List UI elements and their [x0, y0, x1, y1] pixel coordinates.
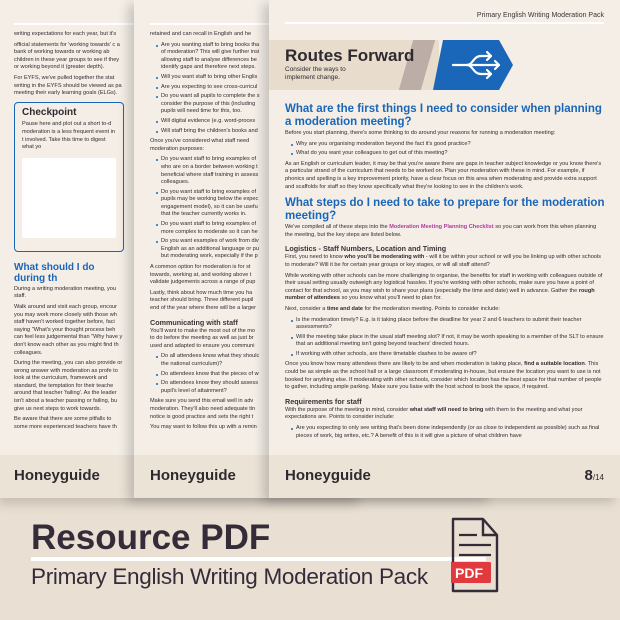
list-item: Will the meeting take place in the usual staff meeting slot? If not, it may be worth speaking to a member of the SLT to ensure that an additional meeting isn't going beyond teachers' directed hours.: [291, 334, 605, 349]
page-content: [285, 97, 605, 443]
bold-text: rough number of attendees: [285, 287, 595, 302]
pdf-badge-label: PDF: [455, 565, 483, 581]
paragraph: A common option for moderation is for st towards, working at, and working above t validate judgements across a range of pup: [150, 264, 256, 286]
page-content: [150, 31, 260, 435]
list-item: Do you want staff to bring examples of pupils may be working below the expec engagement model), so it can be usefu that the teacher currently works in.: [156, 189, 260, 219]
list-item: Do you want examples of work from div English as an additional language or pu but moderating work, especially if the p: [156, 238, 260, 261]
brand-logo: Honeyguide: [285, 467, 371, 484]
text-run: for the moderation meeting. Points to consider include:: [363, 305, 500, 312]
text-run: with them to the meeting and what your expectations are. Points to consider include:: [285, 406, 583, 421]
paragraph: Make sure you send this email well in adv moderation. They'll also need adequate tin notice is good practice and sets the right t: [150, 398, 256, 420]
text-run: With the purpose of the meeting in mind, consider: [285, 406, 410, 413]
header-rule: [285, 22, 604, 24]
bullet-list: [156, 156, 260, 261]
title-underline: [31, 557, 486, 561]
bold-text: time and date: [326, 305, 364, 312]
list-item: Why are you organising moderation beyond the fact it's good practice?: [291, 141, 605, 149]
text-run: so you can work from this when planning the meeting, but the key steps are listed below.: [285, 224, 597, 238]
subheading: Logistics - Staff Numbers, Location and Timing: [285, 244, 447, 254]
list-item: Will you want staff to bring other Englis: [156, 74, 260, 82]
list-item: Do you want staff to bring examples of more complex to moderate so it can he: [156, 221, 260, 236]
text-run: We've compiled all of these steps into the: [285, 224, 390, 231]
paragraph: [285, 361, 605, 391]
paragraph: Be aware that there are some pitfalls to some more experienced teachers have th: [14, 416, 117, 430]
list-item: Do all attendees know what they shoulc the national curriculum)?: [156, 353, 260, 368]
list-item: What do you want your colleagues to get out of this meeting?: [291, 150, 605, 158]
list-item: Do attendees know that the pieces of w: [156, 371, 260, 379]
product-caption: [0, 500, 620, 620]
checkpoint-title: Checkpoint: [22, 106, 77, 118]
text-run: Once you know how many attendees there are likely to be and when moderation is taking place,: [285, 361, 525, 368]
subheading: Requirements for staff: [285, 396, 362, 406]
page-content: [14, 31, 124, 434]
paragraph: [285, 407, 605, 422]
paragraph: [285, 306, 605, 314]
bullet-list: [156, 353, 260, 395]
list-item: Do you want all pupils to complete the s consider the purpose of this (including pupils will need time for this, too.: [156, 93, 260, 116]
paragraph: You may want to follow this up with a remin: [150, 424, 257, 431]
list-item: Will digital evidence (e.g. word-proces: [156, 118, 260, 126]
current-page: 8: [584, 467, 593, 484]
subheading: Communicating with staff: [150, 317, 238, 327]
list-item: Do attendees know they should assess pupil's level of attainment?: [156, 380, 260, 395]
page-number: [585, 467, 604, 484]
list-item: If working with other schools, are there timetable clashes to be aware of?: [291, 351, 605, 359]
paragraph: [285, 273, 605, 303]
text-run: so you know what you'll need to plan for.: [340, 295, 442, 302]
brand-logo: Honeyguide: [14, 467, 100, 484]
list-item: Are you wanting staff to bring books tha of moderation? This will give further insi allowing staff to analyse differences be identify gaps and therefore next steps.: [156, 42, 260, 72]
paragraph: official statements for 'working towards' c a bank of working towards or working ab children in these year groups to see if they or working beyond it (greater depth).: [14, 41, 120, 71]
product-title: Resource PDF: [31, 518, 271, 557]
paragraph: writing expectations for each year, but it's: [14, 31, 117, 37]
paragraph: Lastly, think about how much time you ha teacher should bring. Three different pupil end of the year where there will be a larger: [150, 289, 257, 311]
paragraph: Before you start planning, there's some thinking to do around your reasons for running a moderation meeting:: [285, 130, 556, 136]
banner-subtitle: Consider the ways to implement change.: [285, 66, 346, 81]
notes-area[interactable]: [22, 158, 116, 238]
bullet-list: [156, 42, 260, 136]
bold-text: who you'll be moderating with: [344, 254, 425, 261]
bullet-list: [291, 317, 605, 359]
section-heading: What are the first things I need to consider when planning a moderation meeting?: [285, 103, 602, 128]
checkpoint-text: Pause here and plot out a short to-d moderation is a less frequent event in t involved. Take this time to digest what yo: [22, 121, 115, 151]
section-banner: [269, 40, 620, 90]
paragraph: retained and can recall in English and he: [150, 31, 252, 37]
total-pages: /14: [592, 473, 604, 482]
paragraph: [285, 254, 605, 269]
paragraph: Walk around and visit each group, encour you may work more closely with those wh staff haven't worked together before, faci saying "What's your thought process beh can feel less judgemental than "Why have y don't know each other as you might find th colleagues.: [14, 303, 123, 356]
list-item: Is the moderation timely? E.g. is it taking place before the deadline for year 2 and 6 teachers to submit their teacher assessments?: [291, 317, 605, 332]
page-footer: [269, 455, 620, 498]
preview-page-front: [269, 0, 620, 498]
bullet-list: [291, 141, 605, 158]
section-heading: What should I do during th: [14, 261, 95, 284]
list-item: Are you expecting to see cross-curricul: [156, 84, 260, 92]
bold-text: find a suitable location: [524, 361, 585, 368]
checkpoint-box: [14, 102, 124, 252]
paragraph: As an English or curriculum leader, it may be that you're aware there are gaps in teacher subject knowledge or you know there's a particular strand of the curriculum that needs to be worked on. Plan your moderation with these in mind. For example, if phonics and spelling is a key improvement priority, have a clear focus on this area when moderating and provide extra support and scaffolds for staff so they know specifically what they're looking to see in the children's work.: [285, 160, 602, 190]
brand-logo: Honeyguide: [150, 467, 236, 484]
text-run: While working with other schools can be more challenging to organise, the benefits for staff in working with colleagues outside of their usual setting usually outweigh any logistical hassles. If you're working with other schools, make sure you have a point of contact for that school, as you may wish to share your plans (especially the time and date) well in advance. Gather the: [285, 272, 603, 294]
paragraph: You'll want to make the most out of the mo to do before the meeting as well as just br used and adapted to ensure you communi: [150, 327, 256, 349]
text-run: First, you need to know: [285, 254, 345, 261]
product-subtitle: Primary English Writing Moderation Pack: [31, 564, 428, 589]
split-arrows-icon: [433, 40, 513, 90]
paragraph: For EYFS, we've pulled together the stat writing in the EYFS should be viewed as pa meeting their early learning goals (ELGs).: [14, 74, 122, 97]
text-run: . This could be as simple as the school hall or a large classroom if moderating in-house, but ensure the location you want to use is not booked for anything else. If moderating with other schools, consider which location has the best space for that number of people to gather, including ample parking. Make sure you liaise with the host school to book the space, if required.: [285, 361, 602, 391]
checklist-link[interactable]: Moderation Meeting Planning Checklist: [389, 224, 494, 231]
paragraph: During the meeting, you can also provide or wrong answer with moderation as profe to look at the curriculum, framework and standard, the temptation for their teache around that teacher 'failing'. As the leader isn't about a teacher passing or failing, bu give us next steps to work towards.: [14, 360, 123, 412]
banner-title: Routes Forward: [285, 46, 415, 65]
section-heading: What steps do I need to take to prepare for the moderation meeting?: [285, 197, 605, 222]
text-run: Next, consider a: [285, 305, 327, 312]
paragraph: Once you've considered what staff need moderation purposes:: [150, 138, 250, 152]
list-item: Will staff bring the children's books and: [156, 128, 260, 136]
bullet-list: [291, 425, 605, 440]
list-item: Are you expecting to only see writing that's been done independently (or as close to independent as possible) such as final pieces of work, big writes, etc.? A benefit of this is it will give a picture of what children have: [291, 425, 605, 440]
paragraph: [285, 224, 605, 239]
bold-text: what staff will need to bring: [409, 406, 484, 413]
pdf-file-icon: [451, 517, 499, 593]
paragraph: During a writing moderation meeting, you staff.: [14, 285, 116, 300]
list-item: Do you want staff to bring examples of who are on a border between working t beneficial where staff training in assess colleagues.: [156, 156, 260, 186]
text-run: - will it be within your school or will you be linking up with other schools to moderate? Will it be for certain year groups or key stages, or will all staff attend?: [285, 254, 601, 268]
running-header: Primary English Writing Moderation Pack: [476, 12, 604, 19]
